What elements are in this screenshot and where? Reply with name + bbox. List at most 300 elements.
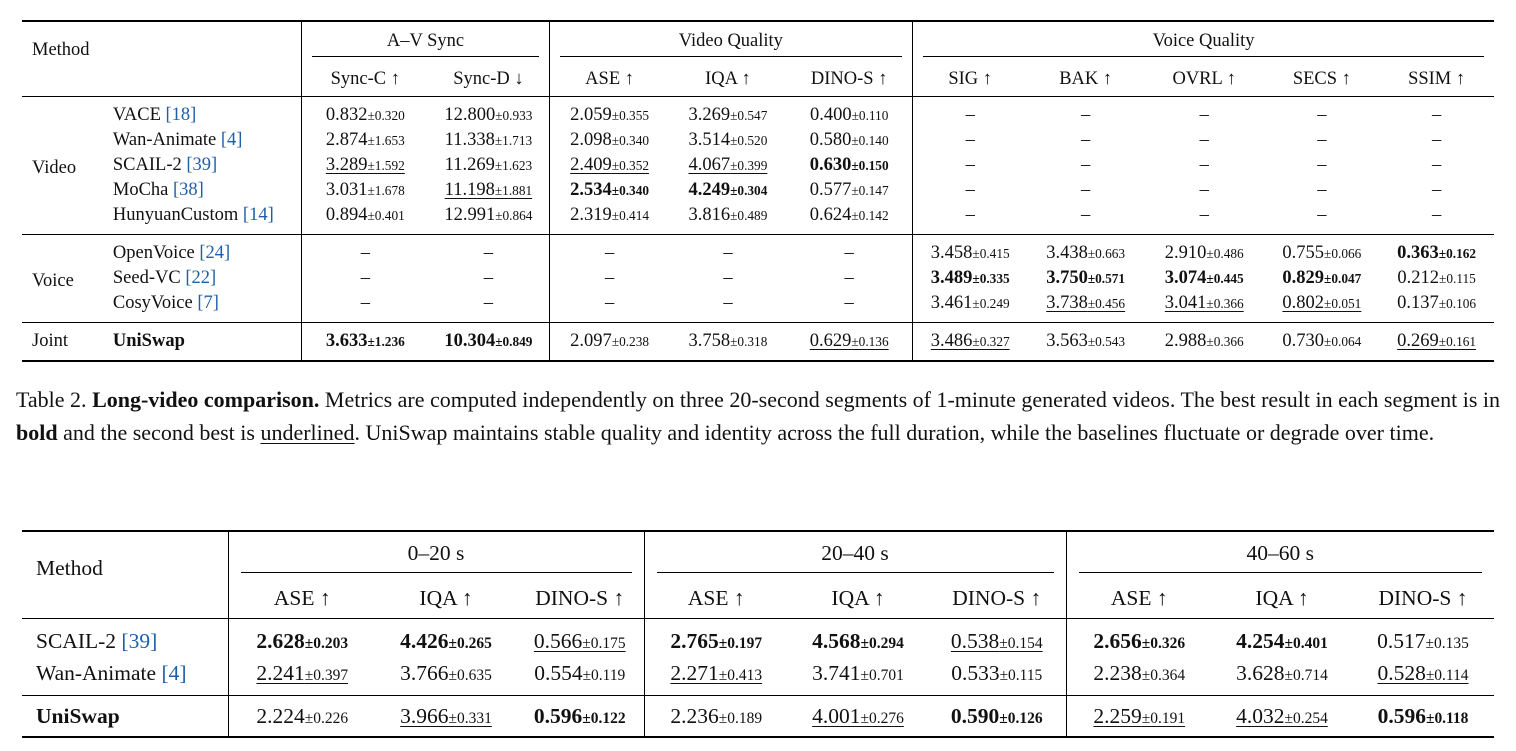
cell-value-group [445,180,532,200]
table-cell [1027,178,1144,203]
cell-std: ±1.713 [494,133,533,148]
table-cell [1379,203,1494,235]
cell-value-group [688,180,767,200]
cell-mean: 3.458 [930,243,973,263]
empty-cell-dash: – [1431,105,1442,125]
cell-mean: 10.304 [444,331,496,351]
group-header-voice-quality: Voice Quality [913,21,1494,62]
cell-mean: 0.730 [1282,331,1325,351]
table-cell [1144,323,1265,362]
cell-value-group [670,704,762,728]
cell-mean: 0.629 [809,331,852,351]
cell-value-group [1282,243,1361,263]
cell-std: ±0.326 [1141,634,1186,652]
citation-link[interactable]: [24] [199,243,231,263]
empty-cell-dash: – [965,205,975,225]
table-cell [428,178,549,203]
table-cell [549,97,670,129]
table-cell [302,266,428,291]
cell-value-group [1282,331,1361,351]
group-header-row [22,21,1494,62]
empty-cell-dash: – [844,268,854,288]
empty-cell-dash: – [1317,205,1327,225]
table-cell [670,323,787,362]
cell-std: ±0.140 [851,133,889,148]
caption-text: Metrics are computed independently on three 20-second segments of 1-minute generated videos. The best result in each segment is in [319,387,1500,412]
table-cell [428,291,549,323]
method-name-cell [107,97,302,129]
cell-std: ±0.663 [1087,246,1126,261]
column-header: DINO-S ↑ [516,578,644,619]
table-cell [428,153,549,178]
citation-link[interactable]: [18] [165,105,197,125]
cell-mean: 11.338 [444,130,495,150]
caption-underline-word: underlined [260,419,355,445]
cell-mean: 0.566 [533,628,583,653]
method-name: SCAIL-2 [112,155,182,175]
method-name-cell [107,235,302,267]
cell-std: ±0.115 [1439,271,1476,286]
empty-cell-dash: – [360,243,370,263]
cell-value-group [810,105,888,125]
table-cell [1265,97,1380,129]
column-header: Sync-D ↓ [428,62,549,97]
cell-value-group [951,629,1043,653]
table-cell [670,153,787,178]
cell-value-group [1397,243,1476,263]
cell-std: ±0.276 [860,709,904,727]
row-group-label: Joint [32,331,68,351]
cell-mean: 11.269 [444,155,495,175]
table-cell [516,657,644,696]
table-cell [670,178,787,203]
cell-mean: 3.741 [812,660,861,685]
cell-std: ±0.331 [448,709,492,727]
cell-mean: 2.059 [570,105,612,125]
cell-std: ±0.366 [1206,296,1244,311]
column-header: DINO-S ↑ [928,578,1066,619]
cell-std: ±0.118 [1425,709,1469,727]
table-cell [376,657,516,696]
table-cell [376,619,516,658]
method-name-cell [107,323,302,362]
table-cell [913,323,1028,362]
cell-value-group [670,661,762,685]
citation-link[interactable]: [14] [242,205,274,225]
cell-mean: 0.596 [533,703,583,728]
cell-mean: 3.461 [930,293,973,313]
cell-mean: 3.486 [930,331,973,351]
cell-mean: 0.517 [1377,628,1426,653]
cell-mean: 0.212 [1397,268,1440,288]
method-name-cell [107,203,302,235]
table-cell [670,235,787,267]
cell-std: ±0.126 [999,709,1043,727]
method-name-cell [22,696,228,738]
method-name-cell [22,657,228,696]
empty-cell-dash: – [1431,155,1442,175]
method-name: Wan-Animate [112,130,217,150]
cell-std: ±0.489 [730,208,768,223]
table-cell [228,696,376,738]
group-header-av-sync: A–V Sync [302,21,549,62]
cell-std: ±0.414 [611,208,650,223]
table-cell [1265,266,1380,291]
cell-value-group [400,629,492,653]
cell-value-group [1378,704,1469,728]
table-cell [1379,235,1494,267]
table-cell [549,203,670,235]
cell-mean: 3.074 [1164,268,1207,288]
empty-cell-dash: – [965,155,975,175]
cell-mean: 0.630 [809,155,852,175]
cell-std: ±0.203 [304,634,349,652]
table-cell [549,153,670,178]
empty-cell-dash: – [1431,180,1442,200]
table-cell [670,97,787,129]
cell-std: ±0.401 [1284,634,1328,652]
column-header: OVRL ↑ [1144,62,1265,97]
cell-value-group [1377,629,1469,653]
cell-std: ±1.623 [494,158,533,173]
cell-std: ±0.135 [1425,634,1469,652]
method-name: CosyVoice [112,293,193,313]
table-cell [549,291,670,323]
cell-std: ±0.933 [495,108,533,123]
table-cell [1066,657,1212,696]
empty-cell-dash: – [604,268,615,288]
table-row [22,323,1494,362]
cell-value-group [1093,629,1185,653]
table-row [22,291,1494,323]
table-cell [788,619,928,658]
empty-cell-dash: – [483,243,494,263]
table-cell [428,203,549,235]
cell-std: ±0.366 [1206,334,1244,349]
citation-link[interactable]: [39] [186,155,218,175]
citation-link[interactable]: [39] [121,628,158,653]
cell-std: ±0.401 [367,208,405,223]
metric-header-row [22,578,1494,619]
empty-cell-dash: – [965,105,975,125]
table-cell [786,266,912,291]
table-cell [302,291,428,323]
cell-std: ±0.162 [1438,246,1477,261]
table-cell [428,266,549,291]
empty-cell-dash: – [965,180,975,200]
empty-cell-dash: – [604,243,615,263]
table-cell [1144,235,1265,267]
cell-std: ±0.340 [611,183,650,198]
cell-mean: 3.633 [325,331,368,351]
results-table [22,20,1494,362]
cell-value-group [445,130,532,150]
cell-std: ±0.364 [1141,666,1186,684]
table-cell [644,696,788,738]
cell-std: ±0.318 [730,334,768,349]
cell-std: ±0.238 [611,334,650,349]
cell-value-group [1236,661,1328,685]
caption-bold-word: bold [16,419,58,445]
table-cell [1265,128,1380,153]
method-name: UniSwap [36,703,120,728]
cell-value-group [570,205,649,225]
citation-link[interactable]: [4] [161,660,187,685]
cell-mean: 2.628 [256,628,305,653]
cell-value-group [931,268,1010,288]
cell-mean: 2.259 [1093,703,1142,728]
table-cell [376,696,516,738]
method-name-cell [107,128,302,153]
cell-mean: 0.894 [325,205,368,225]
table-cell [913,203,1028,235]
cell-mean: 0.554 [534,660,583,685]
table-cell [228,619,376,658]
cell-value-group [1282,268,1361,288]
table-row [22,178,1494,203]
table-cell [1066,696,1212,738]
empty-cell-dash: – [1431,130,1442,150]
cell-value-group [1377,661,1468,685]
table-cell [928,619,1066,658]
empty-cell-dash: – [1317,130,1327,150]
table-cell [1352,657,1494,696]
cell-std: ±0.122 [582,709,626,727]
cell-mean: 4.254 [1236,628,1285,653]
cell-value-group [951,704,1043,728]
cell-mean: 2.224 [256,703,305,728]
table-cell [1265,153,1380,178]
cell-mean: 3.041 [1164,293,1207,313]
cell-std: ±0.571 [1087,271,1126,286]
table-cell [302,235,428,267]
cell-std: ±0.142 [851,208,889,223]
cell-std: ±0.191 [1141,709,1186,727]
table-cell [1379,323,1494,362]
cell-mean: 3.738 [1046,293,1088,313]
cell-std: ±0.864 [495,208,533,223]
empty-cell-dash: – [1317,105,1327,125]
cell-value-group [256,661,348,685]
empty-cell-dash: – [1199,180,1209,200]
cell-std: ±0.047 [1324,271,1362,286]
table-cell [670,291,787,323]
cell-value-group [570,331,649,351]
table-cell [1379,97,1494,129]
citation-link[interactable]: [22] [185,268,217,288]
method-name: UniSwap [112,331,185,351]
cell-mean: 0.624 [809,205,852,225]
cell-std: ±0.254 [1284,709,1328,727]
cell-mean: 0.269 [1397,331,1439,351]
table-cell [549,128,670,153]
empty-cell-dash: – [1081,130,1091,150]
citation-link[interactable]: [38] [173,180,204,200]
cell-value-group [570,180,649,200]
empty-cell-dash: – [360,293,370,313]
table-cell [1379,128,1494,153]
table-cell [549,266,670,291]
table-cell [786,178,912,203]
cell-std: ±0.352 [611,158,650,173]
column-header: DINO-S ↑ [786,62,912,97]
table-cell [516,619,644,658]
cell-value-group [1046,293,1125,313]
empty-cell-dash: – [1081,180,1091,200]
table-row [22,696,1494,738]
table-cell [928,657,1066,696]
cell-std: ±0.543 [1087,334,1126,349]
cell-mean: 3.031 [325,180,368,200]
cell-mean: 4.001 [812,703,861,728]
cell-std: ±0.150 [851,158,889,173]
empty-cell-dash: – [1081,105,1091,125]
cell-std: ±0.147 [851,183,889,198]
cell-mean: 2.765 [670,628,719,653]
table-cell [302,153,428,178]
table-cell [644,657,788,696]
table-cell [1027,128,1144,153]
table-cell [1212,619,1352,658]
table-cell [788,657,928,696]
caption-text: . UniSwap maintains stable quality and identity across the full duration, while the baselines fluctuate or degrade over time. [354,419,1435,445]
column-header: ASE ↑ [228,578,376,619]
table-row [22,657,1494,696]
cell-value-group [688,155,767,175]
cell-value-group [1093,661,1185,685]
table-cell [786,235,912,267]
table-cell [302,128,428,153]
cell-value-group [1046,243,1125,263]
column-header: IQA ↑ [1212,578,1352,619]
table-cell [1352,619,1494,658]
cell-value-group [444,331,532,351]
table-cell [1027,291,1144,323]
cell-value-group [931,293,1010,313]
method-name-cell [22,619,228,658]
cell-value-group [810,155,889,175]
cell-value-group [326,130,405,150]
cell-mean: 12.991 [444,205,496,225]
empty-cell-dash: – [1431,205,1442,225]
cell-std: ±0.635 [448,666,492,684]
cell-mean: 3.489 [930,268,973,288]
citation-link[interactable]: [7] [197,293,219,313]
cell-mean: 3.966 [400,703,449,728]
cell-value-group [326,155,405,175]
cell-value-group [1165,293,1244,313]
cell-value-group [400,661,492,685]
table-caption [16,384,1500,449]
cell-mean: 3.628 [1236,660,1285,685]
cell-std: ±0.136 [851,334,889,349]
cell-value-group [810,205,889,225]
cell-std: ±1.592 [367,158,405,173]
table-cell [1265,235,1380,267]
cell-mean: 4.032 [1236,703,1285,728]
column-header: Sync-C ↑ [302,62,428,97]
cell-std: ±0.064 [1324,334,1362,349]
cell-std: ±0.249 [972,296,1010,311]
cell-mean: 2.656 [1093,628,1142,653]
table-cell [786,128,912,153]
cell-value-group [326,205,405,225]
cell-value-group [570,130,649,150]
empty-cell-dash: – [483,293,494,313]
empty-cell-dash: – [1081,205,1091,225]
table-cell [1379,266,1494,291]
cell-mean: 3.269 [688,105,731,125]
cell-value-group [810,180,889,200]
empty-cell-dash: – [844,243,854,263]
table-cell [913,291,1028,323]
cell-std: ±0.399 [730,158,768,173]
method-name: MoCha [112,180,169,200]
cell-value-group [445,155,532,175]
cell-std: ±0.066 [1324,246,1362,261]
table-cell [913,235,1028,267]
table-cell [549,178,670,203]
cell-mean: 2.236 [670,703,719,728]
cell-mean: 2.874 [325,130,368,150]
cell-value-group [688,130,767,150]
segment-header-row [22,531,1494,578]
cell-std: ±0.327 [972,334,1010,349]
cell-value-group [256,704,348,728]
table-cell [549,323,670,362]
method-name-cell [107,178,302,203]
cell-mean: 0.596 [1377,703,1426,728]
method-name: VACE [112,105,161,125]
empty-cell-dash: – [604,293,615,313]
cell-value-group [570,155,649,175]
segment-header: 40–60 s [1066,531,1494,578]
cell-mean: 2.098 [570,130,612,150]
citation-link[interactable]: [4] [220,130,243,150]
cell-value-group [1236,629,1328,653]
cell-std: ±0.340 [611,133,650,148]
cell-std: ±0.294 [860,634,904,652]
table-cell [670,128,787,153]
cell-mean: 0.528 [1377,660,1426,685]
cell-std: ±0.520 [730,133,768,148]
cell-mean: 0.580 [809,130,852,150]
table-cell [1144,153,1265,178]
cell-mean: 0.577 [809,180,852,200]
table-cell [1027,235,1144,267]
column-header: ASE ↑ [549,62,670,97]
cell-std: ±0.051 [1324,296,1362,311]
cell-mean: 2.988 [1164,331,1207,351]
cell-std: ±0.714 [1284,666,1328,684]
cell-value-group [812,704,904,728]
cell-mean: 3.563 [1046,331,1088,351]
cell-mean: 0.538 [950,628,1000,653]
cell-std: ±0.849 [495,334,533,349]
row-group-label: Video [22,97,107,235]
table-cell [516,696,644,738]
cell-value-group [400,704,492,728]
column-header: IQA ↑ [670,62,787,97]
empty-cell-dash: – [1199,130,1209,150]
cell-mean: 2.409 [570,155,612,175]
cell-std: ±0.415 [972,246,1010,261]
cell-value-group [810,130,889,150]
table-cell [913,97,1028,129]
table-cell [1027,97,1144,129]
table-row [22,153,1494,178]
cell-value-group [326,180,405,200]
